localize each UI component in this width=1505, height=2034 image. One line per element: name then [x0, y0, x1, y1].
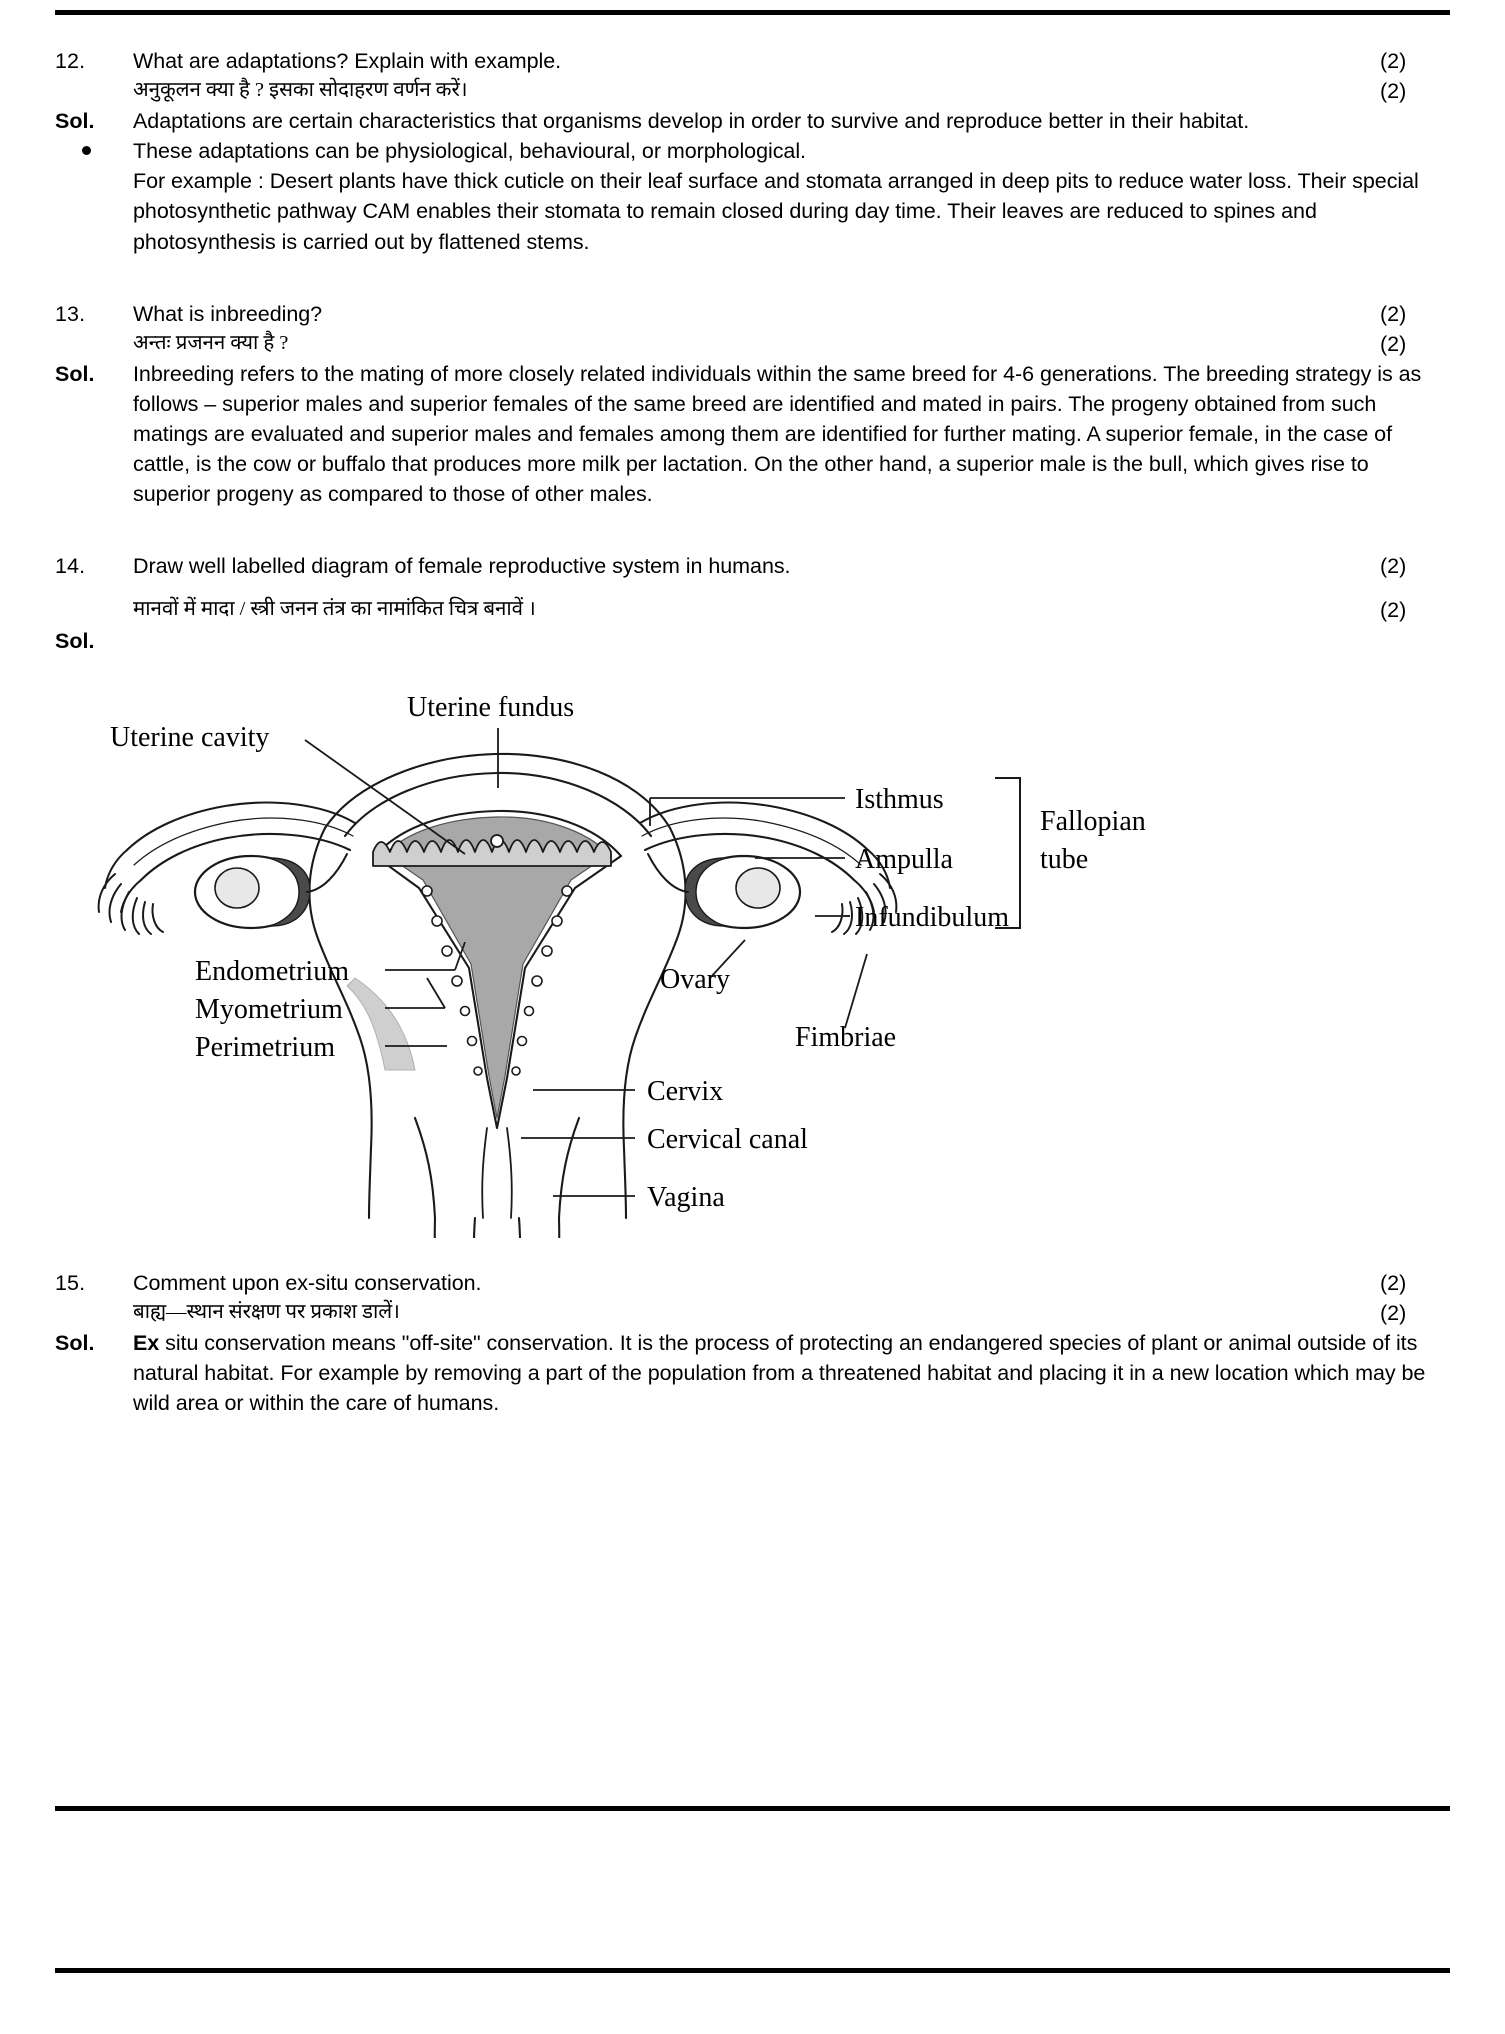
label-fimbriae: Fimbriae	[795, 1021, 897, 1053]
q15-marks-hi: (2)	[1380, 1300, 1407, 1325]
q15-solution-para-1	[133, 1328, 1450, 1418]
q12-marks-hi: (2)	[1380, 79, 1407, 104]
q12-solution-para-1: Adaptations are certain characteristics that organisms develop in order to survive and reproduce better in their habitat.	[133, 109, 1250, 134]
q14-solution-row	[55, 626, 1450, 656]
question-14	[55, 551, 1450, 1237]
q12-solution-para-2: For example : Desert plants have thick cuticle on their leaf surface and stomata arranged in deep pits to reduce water loss. Their special photosynthetic pathway CAM enables their stomata to remain closed during day time. Their leaves are reduced to spines and photosynthesis is carried out by flattened stems.	[133, 169, 1419, 254]
label-uterine-cavity: Uterine cavity	[110, 721, 270, 753]
footer-rule	[55, 1968, 1450, 1973]
label-isthmus: Isthmus	[855, 783, 944, 815]
label-fallopian-tube-line1: Fallopian	[1040, 805, 1146, 837]
q15-solution-rest: situ conservation means "off-site" conservation. It is the process of protecting an endangered species of plant or animal outside of its natural habitat. For example by removing a part of the population from a threatened habitat and placing it in a new location which may be wild area or within the care of humans.	[133, 1330, 1426, 1415]
q15-title-row	[55, 1268, 1450, 1298]
q14-marks-en: (2)	[1380, 554, 1407, 579]
question-13	[55, 299, 1450, 510]
q14-title-row	[55, 551, 1450, 581]
label-cervix: Cervix	[647, 1075, 724, 1107]
q14-hindi-row	[55, 595, 1450, 625]
q14-marks-hi: (2)	[1380, 598, 1407, 623]
label-endometrium: Endometrium	[195, 955, 349, 987]
q12-title-row	[55, 46, 1450, 76]
q13-solution-para-1: Inbreeding refers to the mating of more closely related individuals within the same breed for 4-6 generations. The breeding strategy is as follows – superior males and superior females of the same breed are identified and mated in pairs. The progeny obtained from such matings are evaluated and superior males and females among them are identified for further mating. A superior female, in the case of cattle, is the cow or buffalo that produces more milk per lactation. On the other hand, a superior male is the bull, which gives rise to superior progeny as compared to those of other males.	[133, 361, 1422, 507]
bottom-rule	[55, 1806, 1450, 1811]
q14-hindi: मानवों में मादा / स्त्री जनन तंत्र का नामांकित चित्र बनावें ।	[133, 598, 536, 621]
label-myometrium: Myometrium	[195, 993, 343, 1025]
q13-solution-row	[55, 359, 1450, 509]
q13-sol-label: Sol.	[55, 361, 95, 386]
q12-marks-en: (2)	[1380, 49, 1407, 73]
q15-solution-row	[55, 1328, 1450, 1418]
q12-number: 12.	[55, 49, 86, 73]
q14-number: 14.	[55, 554, 86, 579]
q15-hindi: बाह्य—स्थान संरक्षण पर प्रकाश डालें।	[133, 1300, 400, 1323]
q13-number: 13.	[55, 301, 86, 326]
q13-title-row	[55, 299, 1450, 329]
q12-example-row	[55, 166, 1450, 256]
q14-sol-label: Sol.	[55, 628, 95, 653]
q14-english: Draw well labelled diagram of female reproductive system in humans.	[133, 554, 791, 579]
label-uterine-fundus: Uterine fundus	[407, 691, 575, 723]
female-reproductive-system-diagram	[55, 678, 1450, 1238]
q13-marks-en: (2)	[1380, 301, 1407, 326]
q12-bullet-1: These adaptations can be physiological, behavioural, or morphological.	[133, 139, 806, 164]
label-cervical-canal: Cervical canal	[647, 1123, 808, 1155]
page-content	[55, 46, 1450, 1418]
q12-sol-label: Sol.	[55, 109, 95, 134]
q15-hindi-row	[55, 1298, 1450, 1328]
label-ovary: Ovary	[660, 963, 730, 995]
label-ampulla: Ampulla	[855, 843, 953, 875]
label-perimetrium: Perimetrium	[195, 1031, 335, 1063]
q13-marks-hi: (2)	[1380, 331, 1407, 356]
q15-number: 15.	[55, 1270, 86, 1295]
q13-hindi: अन्तः प्रजनन क्या है ?	[133, 331, 289, 354]
q12-solution-row	[55, 106, 1450, 136]
question-15	[55, 1268, 1450, 1418]
q12-bullet-row	[55, 136, 1450, 166]
q13-hindi-row	[55, 329, 1450, 359]
q12-hindi-row	[55, 76, 1450, 106]
q15-marks-en: (2)	[1380, 1270, 1407, 1295]
label-vagina: Vagina	[647, 1181, 725, 1213]
q15-english: Comment upon ex-situ conservation.	[133, 1270, 482, 1295]
q13-english: What is inbreeding?	[133, 301, 323, 326]
q12-english: What are adaptations? Explain with example.	[133, 49, 562, 73]
q12-hindi: अनुकूलन क्या है ? इसका सोदाहरण वर्णन करें।	[133, 79, 468, 102]
question-12	[55, 46, 1450, 257]
bullet-icon	[55, 136, 133, 166]
q15-solution-lead: Ex	[133, 1330, 160, 1355]
label-fallopian-tube-line2: tube	[1040, 843, 1089, 875]
q15-sol-label: Sol.	[55, 1330, 95, 1355]
top-rule	[55, 10, 1450, 15]
label-infundibulum: Infundibulum	[855, 901, 1009, 933]
